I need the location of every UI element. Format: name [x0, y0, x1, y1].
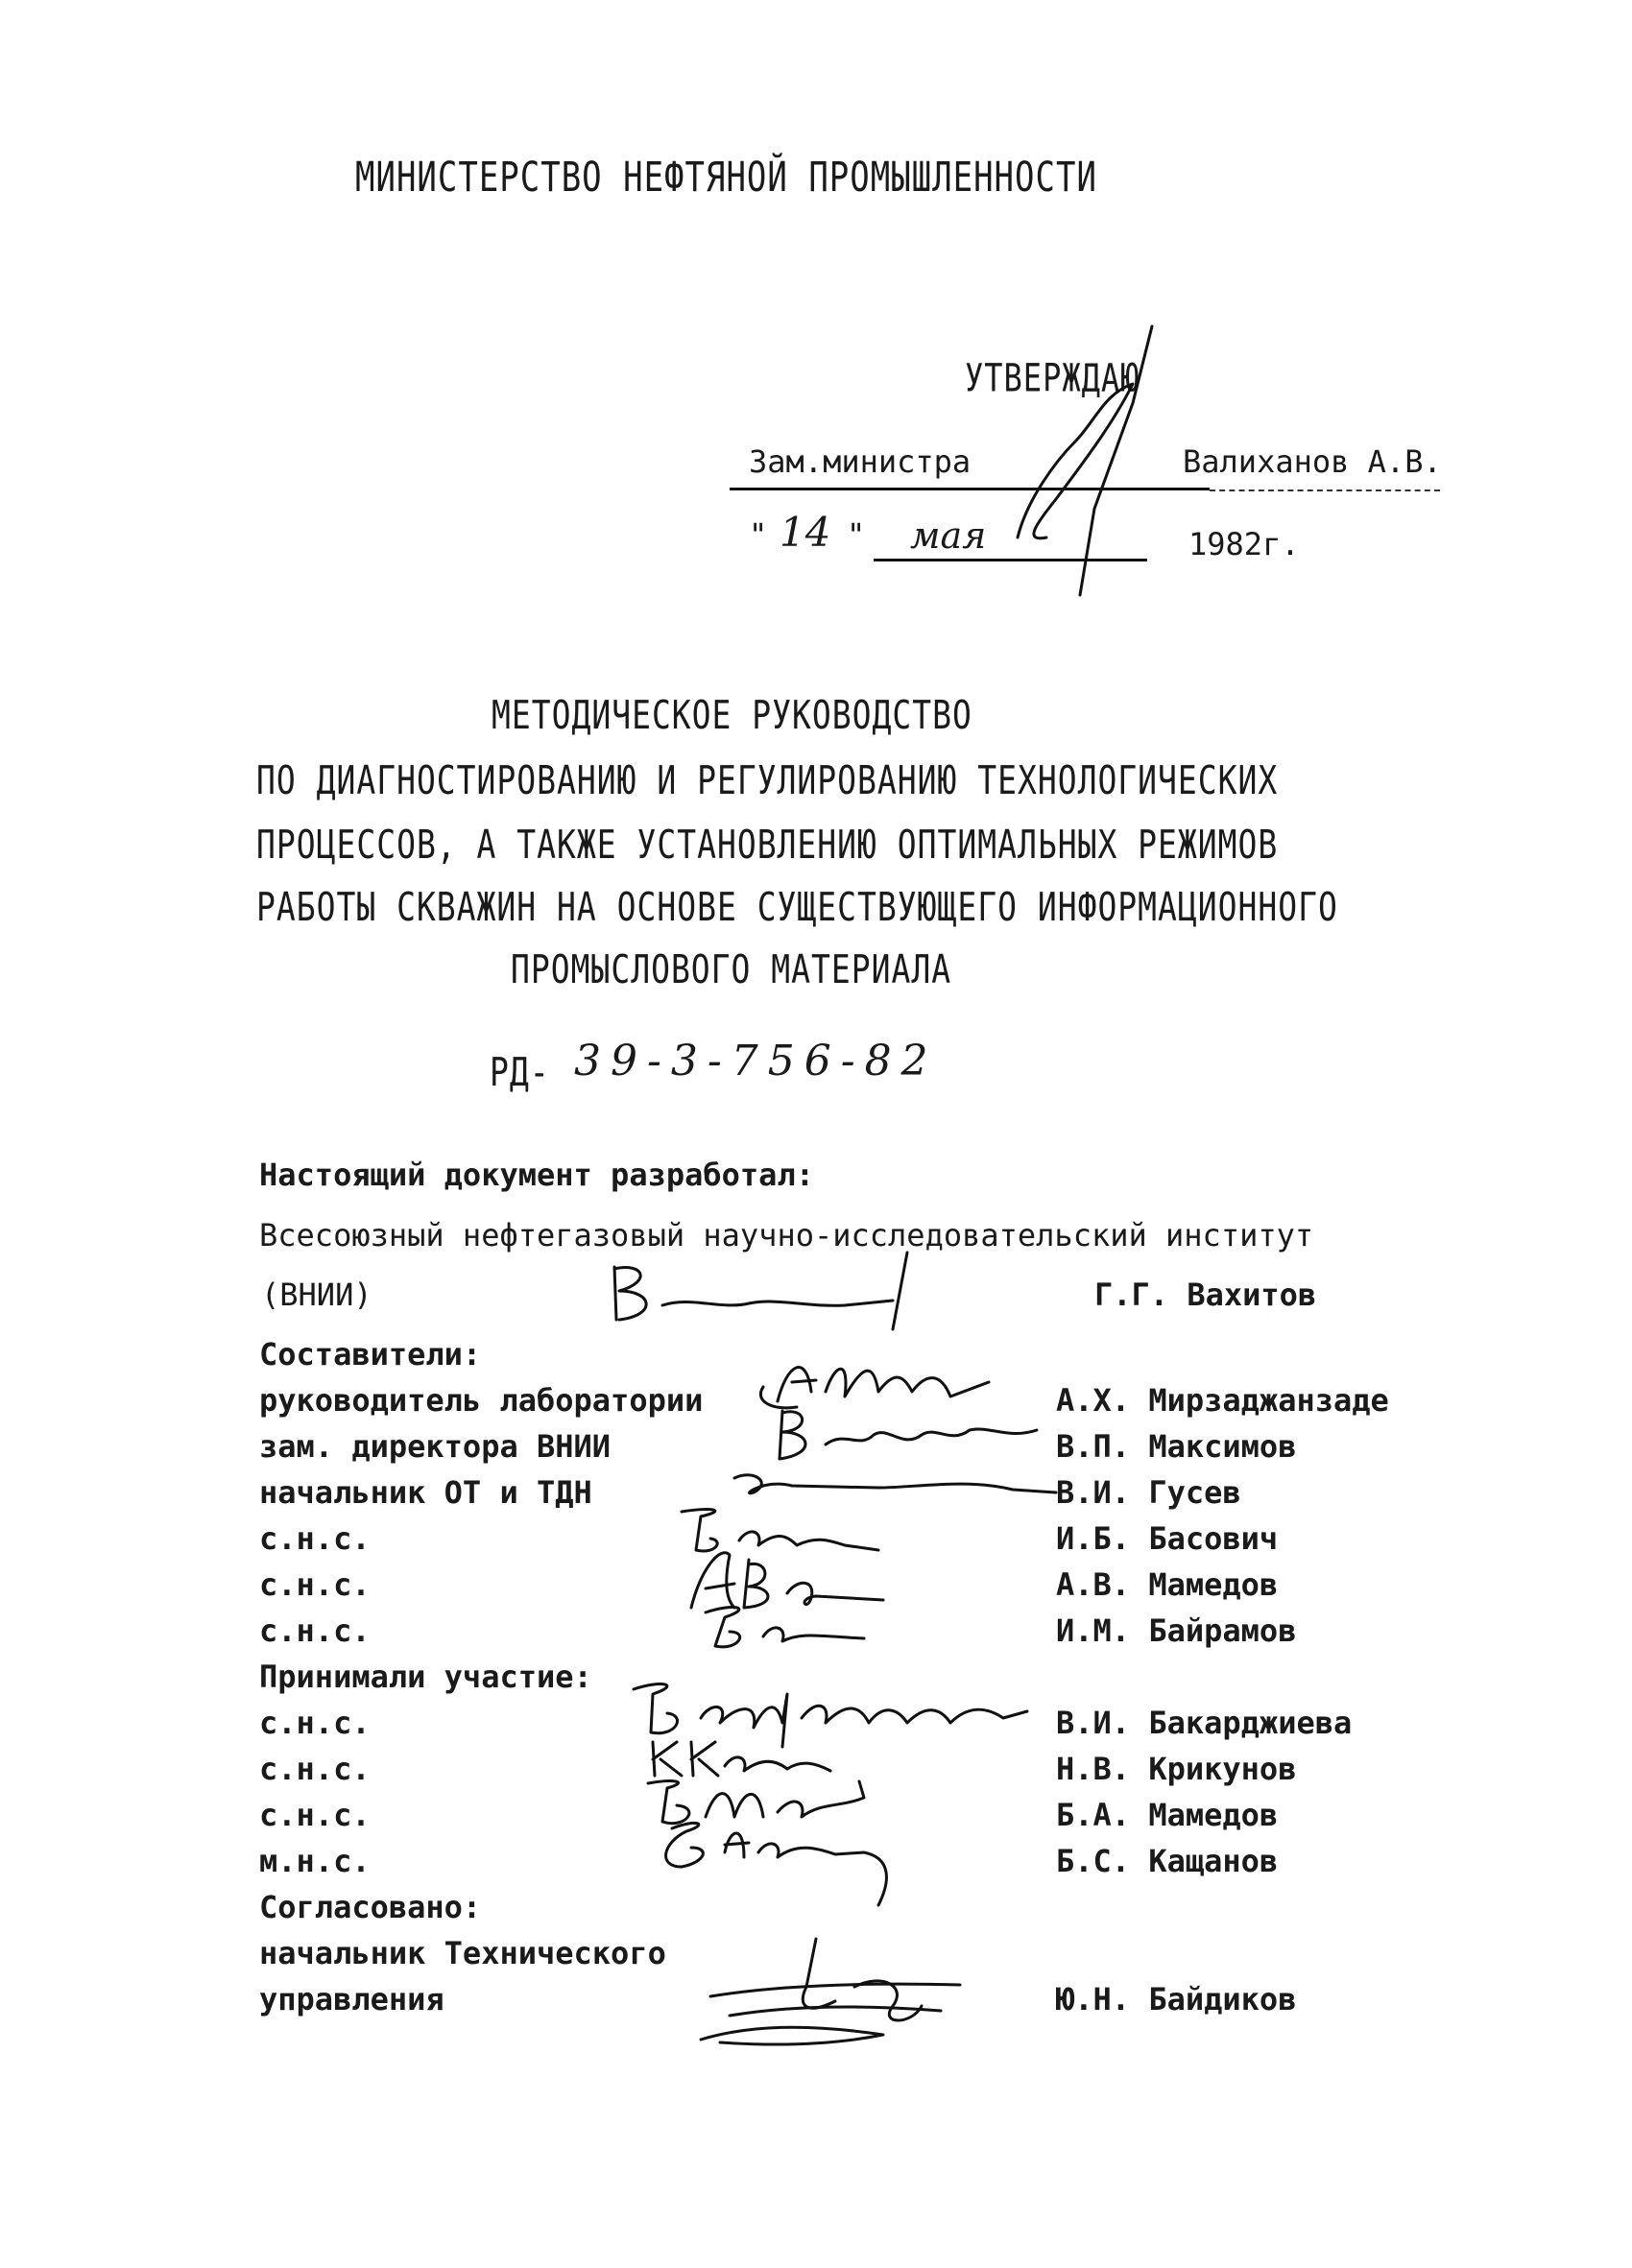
- participant-role-4: м.н.с.: [259, 1843, 371, 1879]
- ministry-header: МИНИСТЕРСТВО НЕФТЯНОЙ ПРОМЫШЛЕННОСТИ: [355, 154, 1097, 202]
- title-line-3: ПРОЦЕССОВ, А ТАКЖЕ УСТАНОВЛЕНИЮ ОПТИМАЛЬНЫХ РЕЖИМОВ: [256, 821, 1279, 868]
- compiler-role-6: с.н.с.: [259, 1612, 371, 1649]
- agreed-role-line-1: начальник Технического: [259, 1935, 666, 1971]
- approval-month: мая: [910, 514, 987, 557]
- compiler-name-4: И.Б. Басович: [1056, 1520, 1279, 1557]
- compiler-name-6: И.М. Байрамов: [1056, 1612, 1297, 1649]
- title-line-4: РАБОТЫ СКВАЖИН НА ОСНОВЕ СУЩЕСТВУЮЩЕГО ИНФОРМАЦИОННОГО: [256, 883, 1338, 930]
- participant-name-2: Н.В. Крикунов: [1056, 1751, 1297, 1787]
- approval-year: 1982г.: [1188, 526, 1300, 562]
- approval-date-close-quote: ": [847, 516, 866, 553]
- compiler-role-5: с.н.с.: [259, 1566, 371, 1603]
- approval-day: 14: [780, 509, 831, 556]
- approval-signature: [989, 317, 1181, 605]
- compiler-role-2: зам. директора ВНИИ: [259, 1428, 612, 1465]
- approval-stamp: УТВЕРЖДАЮ: [965, 355, 1140, 401]
- section-compilers: Составители:: [259, 1336, 482, 1373]
- signature-baydikov: [691, 1929, 979, 2054]
- section-participants: Принимали участие:: [259, 1659, 592, 1695]
- developer-abbr: (ВНИИ): [261, 1277, 372, 1313]
- doc-number: 39-3-756-82: [574, 1037, 938, 1086]
- compiler-name-5: А.В. Мамедов: [1056, 1566, 1279, 1603]
- compiler-role-3: начальник ОТ и ТДН: [259, 1474, 592, 1511]
- participant-role-1: с.н.с.: [259, 1705, 371, 1741]
- title-line-1: МЕТОДИЧЕСКОЕ РУКОВОДСТВО: [492, 691, 972, 738]
- participant-name-4: Б.С. Кащанов: [1056, 1843, 1279, 1879]
- developer-institute: Всесоюзный нефтегазовый научно-исследовательский институт: [259, 1217, 1314, 1253]
- participant-role-2: с.н.с.: [259, 1751, 371, 1787]
- approval-position: Зам.министра: [749, 443, 972, 480]
- signature-kashchanov: [653, 1814, 912, 1920]
- signature-gusev: [725, 1459, 1070, 1507]
- compiler-name-2: В.П. Максимов: [1056, 1428, 1297, 1465]
- compiler-name-3: В.И. Гусев: [1056, 1474, 1241, 1511]
- section-agreed: Согласовано:: [259, 1889, 482, 1925]
- approval-date-open-quote: ": [749, 516, 768, 553]
- title-line-5: ПРОМЫСЛОВОГО МАТЕРИАЛА: [511, 945, 952, 992]
- compiler-name-1: А.Х. Мирзаджанзаде: [1056, 1382, 1389, 1419]
- doc-prefix: РД-: [490, 1048, 550, 1095]
- agreed-name: Ю.Н. Байдиков: [1056, 1981, 1297, 2017]
- agreed-role-line-2: управления: [259, 1981, 444, 2017]
- developer-head: Г.Г. Вахитов: [1094, 1277, 1317, 1313]
- participant-name-1: В.И. Бакарджиева: [1056, 1705, 1353, 1741]
- signature-vakhitov: [605, 1248, 931, 1334]
- approval-name: Валиханов А.В.: [1183, 443, 1442, 480]
- approval-underline-dashed: [1210, 489, 1440, 491]
- compiler-role-1: руководитель лаборатории: [259, 1382, 704, 1419]
- signature-bayramov: [686, 1598, 878, 1656]
- participant-role-3: с.н.с.: [259, 1797, 371, 1833]
- developer-intro: Настоящий документ разработал:: [259, 1157, 814, 1193]
- participant-name-3: Б.А. Мамедов: [1056, 1797, 1279, 1833]
- compiler-role-4: с.н.с.: [259, 1520, 371, 1557]
- title-line-2: ПО ДИАГНОСТИРОВАНИЮ И РЕГУЛИРОВАНИЮ ТЕХНОЛОГИЧЕСКИХ: [256, 756, 1279, 803]
